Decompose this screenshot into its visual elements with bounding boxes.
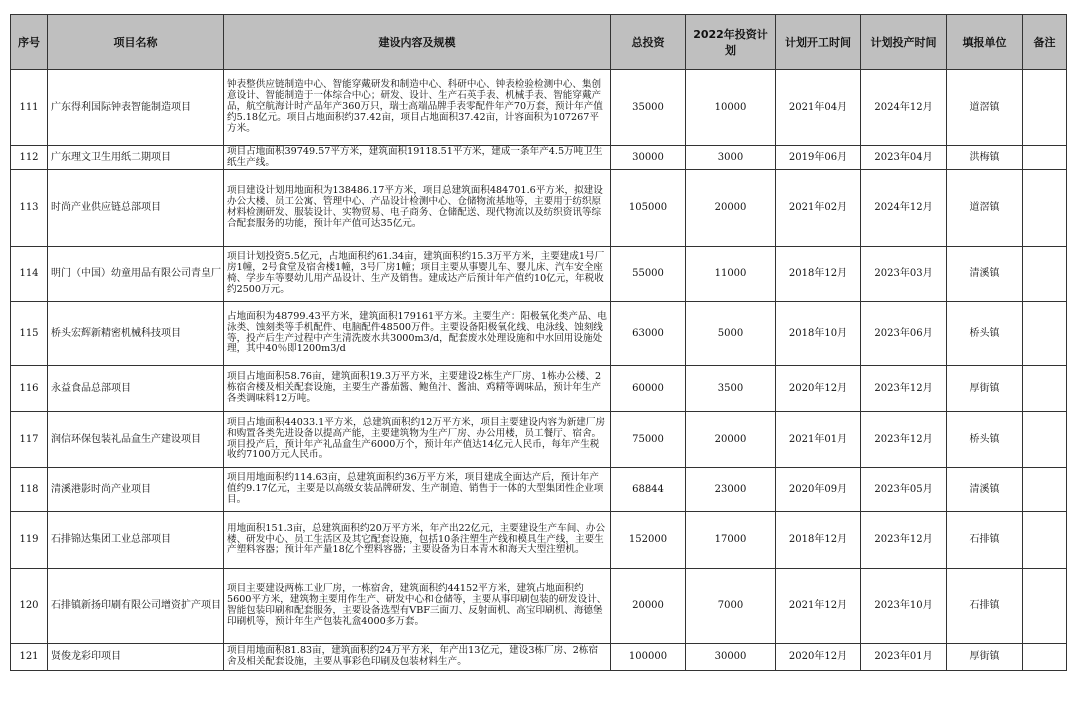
cell-total-investment: 55000	[611, 247, 686, 302]
cell-reporting-unit: 桥头镇	[947, 302, 1023, 366]
table-row	[11, 302, 1067, 366]
cell-total-investment: 63000	[611, 302, 686, 366]
cell-remark	[1023, 412, 1067, 468]
cell-remark	[1023, 70, 1067, 146]
cell-content: 项目主要建设两栋工业厂房，一栋宿舍，建筑面积约44152平方米，建筑占地面积约5600平方米，建筑物主要用作生产、研发中心和仓储等，主要从事印刷包装的研发设计、智能包装印刷和配套服务，主要设备选型有VBF三面刀、反射面机、高宝印刷机、海德堡印刷机等，预计年生产包装礼盒4000多万套。	[224, 569, 611, 644]
cell-production-time: 2024年12月	[861, 170, 947, 247]
header-content: 建设内容及规模	[224, 15, 611, 70]
cell-content: 钟表整供应链制造中心、智能穿戴研发和制造中心、科研中心、钟表检验检测中心、集创意设计、智能制造于一体综合中心；研发、设计、生产石英手表、机械手表、智能穿戴产品，航空航海计时产品年产360万只，瑞士高端品牌手表零配件年产70万套，预计年产值约5.18亿元。项目占地面积约37.42亩，项目占地面积37.42亩，计容面积为107267平方米。	[224, 70, 611, 146]
cell-project-name: 明门（中国）幼童用品有限公司青皇厂	[48, 247, 224, 302]
cell-production-time: 2023年06月	[861, 302, 947, 366]
cell-production-time: 2023年10月	[861, 569, 947, 644]
cell-content: 用地面积151.3亩，总建筑面积约20万平方米，年产出22亿元，主要建设生产车间、办公楼、研发中心、员工生活区及其它配套设施，包括10条注塑生产线和模具生产线，主要生产塑料容器；预计年产量18亿个塑料容器；主要设备为日本青木和海天大型注塑机。	[224, 512, 611, 569]
cell-content: 项目用地面积81.83亩，建筑面积约24万平方米，年产出13亿元，建设3栋厂房、2栋宿舍及相关配套设施，主要从事彩色印刷及包装材料生产。	[224, 644, 611, 671]
cell-reporting-unit: 清溪镇	[947, 247, 1023, 302]
cell-plan-2022: 23000	[686, 468, 776, 512]
cell-seq: 119	[11, 512, 48, 569]
cell-seq: 118	[11, 468, 48, 512]
cell-production-time: 2023年03月	[861, 247, 947, 302]
cell-total-investment: 30000	[611, 146, 686, 170]
table-row	[11, 70, 1067, 146]
cell-start-time: 2021年12月	[776, 569, 861, 644]
cell-content: 项目计划投资5.5亿元，占地面积约61.34亩，建筑面积约15.3万平方米，主要建成1号厂房1幢，2号食堂及宿舍楼1幢，3号厂房1幢；项目主要从事婴儿车、婴儿床、汽车安全座椅、学步车等婴幼儿用产品设计、生产及销售。建成达产后预计年产值约10亿元，年税收约2500万元。	[224, 247, 611, 302]
header-start: 计划开工时间	[776, 15, 861, 70]
cell-content: 项目占地面积39749.57平方米，建筑面积19118.51平方米，建成一条年产4.5万吨卫生纸生产线。	[224, 146, 611, 170]
cell-reporting-unit: 道滘镇	[947, 170, 1023, 247]
cell-project-name: 广东理文卫生用纸二期项目	[48, 146, 224, 170]
cell-start-time: 2020年09月	[776, 468, 861, 512]
table-row	[11, 412, 1067, 468]
header-remark: 备注	[1023, 15, 1067, 70]
cell-reporting-unit: 石排镇	[947, 569, 1023, 644]
cell-start-time: 2020年12月	[776, 366, 861, 412]
cell-plan-2022: 3000	[686, 146, 776, 170]
cell-remark	[1023, 146, 1067, 170]
cell-seq: 115	[11, 302, 48, 366]
cell-start-time: 2018年10月	[776, 302, 861, 366]
cell-seq: 117	[11, 412, 48, 468]
cell-remark	[1023, 247, 1067, 302]
cell-project-name: 润信环保包装礼品盒生产建设项目	[48, 412, 224, 468]
cell-production-time: 2023年12月	[861, 366, 947, 412]
cell-reporting-unit: 桥头镇	[947, 412, 1023, 468]
cell-production-time: 2023年04月	[861, 146, 947, 170]
cell-plan-2022: 11000	[686, 247, 776, 302]
table-row	[11, 366, 1067, 412]
cell-plan-2022: 20000	[686, 170, 776, 247]
cell-production-time: 2023年12月	[861, 412, 947, 468]
cell-project-name: 永益食品总部项目	[48, 366, 224, 412]
cell-production-time: 2023年01月	[861, 644, 947, 671]
header-production: 计划投产时间	[861, 15, 947, 70]
cell-start-time: 2020年12月	[776, 644, 861, 671]
cell-production-time: 2023年12月	[861, 512, 947, 569]
cell-reporting-unit: 厚街镇	[947, 366, 1023, 412]
project-table	[10, 14, 1067, 671]
cell-plan-2022: 17000	[686, 512, 776, 569]
cell-project-name: 广东得利国际钟表智能制造项目	[48, 70, 224, 146]
cell-plan-2022: 20000	[686, 412, 776, 468]
table-row	[11, 247, 1067, 302]
cell-plan-2022: 10000	[686, 70, 776, 146]
cell-content: 项目用地面积约114.63亩，总建筑面积约36万平方米，项目建成全面达产后，预计年产值约9.17亿元，主要是以高级女装品牌研发、生产制造、销售于一体的大型集团性企业项目。	[224, 468, 611, 512]
cell-seq: 111	[11, 70, 48, 146]
cell-remark	[1023, 644, 1067, 671]
cell-total-investment: 20000	[611, 569, 686, 644]
cell-total-investment: 152000	[611, 512, 686, 569]
cell-production-time: 2024年12月	[861, 70, 947, 146]
table-row	[11, 170, 1067, 247]
cell-start-time: 2021年01月	[776, 412, 861, 468]
cell-start-time: 2018年12月	[776, 247, 861, 302]
cell-project-name: 石排镇新扬印刷有限公司增资扩产项目	[48, 569, 224, 644]
table-row	[11, 146, 1067, 170]
cell-remark	[1023, 468, 1067, 512]
cell-project-name: 石排锦达集团工业总部项目	[48, 512, 224, 569]
cell-project-name: 贤俊龙彩印项目	[48, 644, 224, 671]
table-row	[11, 512, 1067, 569]
header-plan2022: 2022年投资计划	[686, 15, 776, 70]
cell-project-name: 清溪港影时尚产业项目	[48, 468, 224, 512]
cell-plan-2022: 7000	[686, 569, 776, 644]
cell-plan-2022: 30000	[686, 644, 776, 671]
cell-remark	[1023, 569, 1067, 644]
cell-total-investment: 100000	[611, 644, 686, 671]
cell-seq: 121	[11, 644, 48, 671]
table-row	[11, 569, 1067, 644]
header-name: 项目名称	[48, 15, 224, 70]
cell-total-investment: 68844	[611, 468, 686, 512]
cell-reporting-unit: 厚街镇	[947, 644, 1023, 671]
header-row	[11, 15, 1067, 70]
cell-total-investment: 35000	[611, 70, 686, 146]
cell-total-investment: 60000	[611, 366, 686, 412]
cell-seq: 112	[11, 146, 48, 170]
cell-total-investment: 105000	[611, 170, 686, 247]
table-body	[11, 70, 1067, 671]
cell-plan-2022: 3500	[686, 366, 776, 412]
cell-start-time: 2021年02月	[776, 170, 861, 247]
table-row	[11, 468, 1067, 512]
cell-content: 项目建设计划用地面积为138486.17平方米，项目总建筑面积484701.6平方米，拟建设办公大楼、员工公寓、管理中心、产品设计检测中心、仓储物流基地等，主要用于纺织原材料检测研发、服装设计、实物贸易、电子商务、仓储配送、现代物流以及纺织资讯等综合配套服务的功能，预计年产值可达35亿元。	[224, 170, 611, 247]
cell-project-name: 时尚产业供应链总部项目	[48, 170, 224, 247]
cell-plan-2022: 5000	[686, 302, 776, 366]
cell-content: 项目占地面积44033.1平方米，总建筑面积约12万平方米，项目主要建设内容为新建厂房和购置各类先进设备以提高产能，主要建筑物为生产厂房、办公用楼，员工餐厅、宿舍。项目投产后，预计年产礼品盒生产6000万个，预计年产值达14亿元人民币，每年产生税收约7100万元人民币。	[224, 412, 611, 468]
project-table-sheet	[10, 14, 1067, 671]
cell-content: 项目占地面积58.76亩，建筑面积19.3万平方米，主要建设2栋生产厂房、1栋办公楼、2栋宿舍楼及相关配套设施，主要生产番茄酱、鲍鱼汁、酱油、鸡精等调味品，预计年生产各类调味料12万吨。	[224, 366, 611, 412]
cell-start-time: 2018年12月	[776, 512, 861, 569]
cell-reporting-unit: 洪梅镇	[947, 146, 1023, 170]
cell-seq: 114	[11, 247, 48, 302]
cell-production-time: 2023年05月	[861, 468, 947, 512]
cell-reporting-unit: 道滘镇	[947, 70, 1023, 146]
cell-content: 占地面积为48799.43平方米，建筑面积179161平方米。主要生产：阳极氧化类产品、电泳类、蚀刻类等手机配件、电脑配件48500万件。主要设备阳极氧化线、电泳线、蚀刻线等，投产后生产过程中产生清洗废水共3000m3/d，配套废水处理设施和中水回用设施处理，其中40％即1200m3/d	[224, 302, 611, 366]
cell-remark	[1023, 366, 1067, 412]
table-row	[11, 644, 1067, 671]
cell-start-time: 2019年06月	[776, 146, 861, 170]
cell-seq: 116	[11, 366, 48, 412]
cell-start-time: 2021年04月	[776, 70, 861, 146]
cell-reporting-unit: 石排镇	[947, 512, 1023, 569]
cell-seq: 113	[11, 170, 48, 247]
cell-remark	[1023, 512, 1067, 569]
header-total: 总投资	[611, 15, 686, 70]
cell-seq: 120	[11, 569, 48, 644]
header-seq: 序号	[11, 15, 48, 70]
cell-reporting-unit: 清溪镇	[947, 468, 1023, 512]
cell-remark	[1023, 170, 1067, 247]
cell-remark	[1023, 302, 1067, 366]
header-unit: 填报单位	[947, 15, 1023, 70]
cell-project-name: 桥头宏辉新精密机械科技项目	[48, 302, 224, 366]
cell-total-investment: 75000	[611, 412, 686, 468]
